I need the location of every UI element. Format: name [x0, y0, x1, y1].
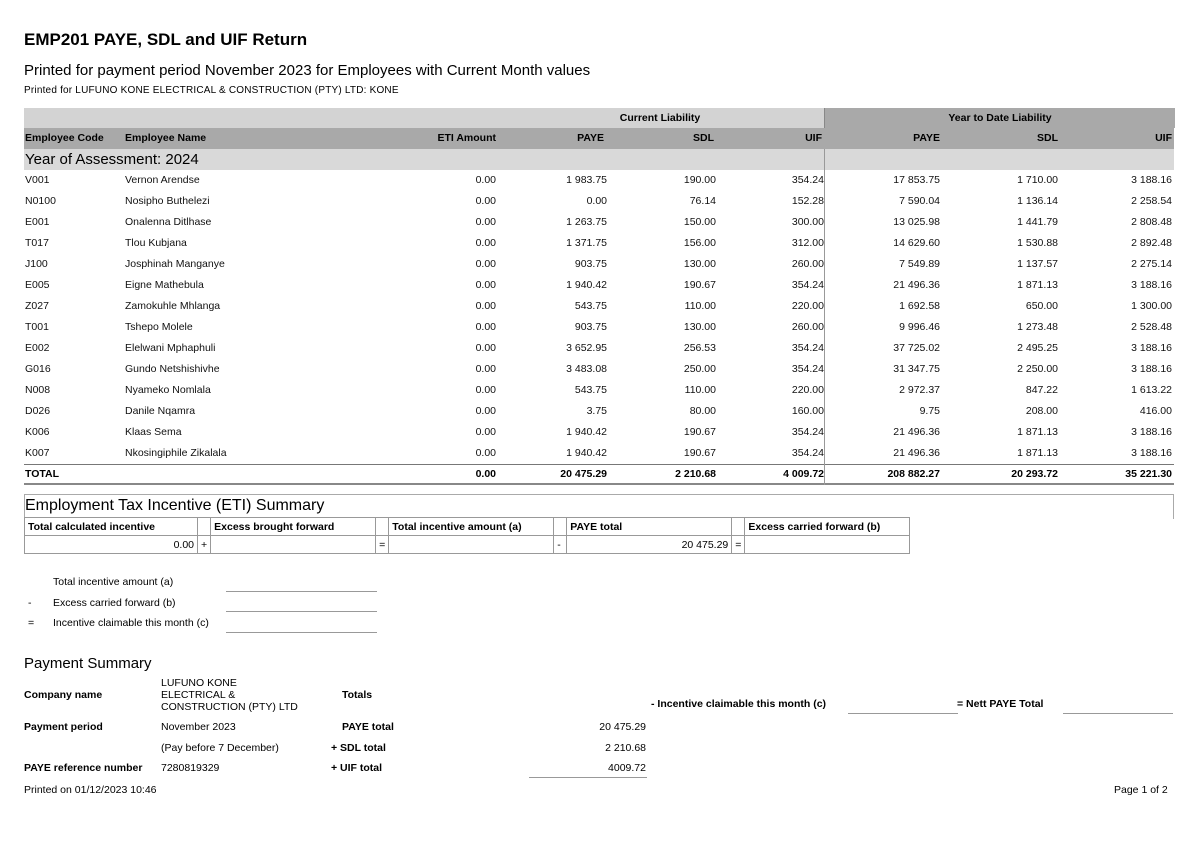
table-row — [24, 422, 1174, 443]
table-row — [24, 254, 1174, 275]
ytd-uif-value: 2 275.14 — [1131, 258, 1172, 270]
eti-summary-title: Employment Tax Incentive (ETI) Summary — [25, 497, 325, 514]
employee-code: T017 — [25, 237, 49, 249]
employee-name: Tshepo Molele — [125, 321, 193, 333]
table-row — [24, 275, 1174, 296]
employee-code: K006 — [25, 426, 50, 438]
eti-paye-header: PAYE total — [567, 518, 732, 536]
paye-reference-value: 7280819329 — [161, 762, 220, 774]
sdl-value: 190.67 — [683, 426, 716, 438]
total-paye: 20 475.29 — [560, 468, 607, 480]
report-subtitle: Printed for payment period November 2023 for Employees with Current Month values — [24, 62, 591, 79]
ytd-uif-value: 3 188.16 — [1131, 279, 1172, 291]
ytd-paye-value: 21 496.36 — [893, 426, 940, 438]
paye-value: 1 940.42 — [566, 426, 607, 438]
ytd-uif-value: 416.00 — [1139, 405, 1172, 417]
liability-table — [24, 108, 1174, 485]
employee-name: Gundo Netshishivhe — [125, 363, 220, 375]
company-name-line-2: ELECTRICAL & — [161, 689, 236, 701]
employee-name: Elelwani Mphaphuli — [125, 342, 216, 354]
eti-amount: 0.00 — [475, 216, 496, 228]
eti-amount: 0.00 — [475, 363, 496, 375]
printed-on: Printed on 01/12/2023 10:46 — [24, 784, 157, 796]
sdl-value: 150.00 — [683, 216, 716, 228]
paye-total-label: PAYE total — [342, 721, 394, 733]
uif-total-value: 4009.72 — [608, 762, 646, 774]
ytd-sdl-value: 650.00 — [1025, 300, 1058, 312]
uif-total-label: + UIF total — [331, 762, 383, 774]
uif-value: 354.24 — [791, 174, 824, 186]
company-name-line-3: CONSTRUCTION (PTY) LTD — [161, 701, 298, 713]
ytd-sdl-value: 1 136.14 — [1017, 195, 1058, 207]
ytd-paye-value: 1 692.58 — [899, 300, 940, 312]
col-employee-name: Employee Name — [125, 132, 207, 144]
paye-value: 3 483.08 — [566, 363, 607, 375]
ytd-paye-value: 37 725.02 — [893, 342, 940, 354]
employee-code: V001 — [25, 174, 50, 186]
table-row — [24, 191, 1174, 212]
ytd-sdl-value: 1 530.88 — [1017, 237, 1058, 249]
eti-equals-op-2: = — [732, 536, 745, 554]
paye-value: 0.00 — [586, 195, 607, 207]
total-ytd-sdl: 20 293.72 — [1011, 468, 1058, 480]
eti-equals-op: = — [376, 536, 389, 554]
sdl-value: 80.00 — [689, 405, 716, 417]
calc-line-a — [226, 591, 377, 592]
eti-amount: 0.00 — [475, 300, 496, 312]
ytd-sdl-value: 1 273.48 — [1017, 321, 1058, 333]
ytd-liability-group: Year to Date Liability — [824, 108, 1175, 128]
ytd-paye-value: 9.75 — [919, 405, 940, 417]
ytd-sdl-value: 1 871.13 — [1017, 426, 1058, 438]
employee-code: E001 — [25, 216, 50, 228]
employee-name: Nosipho Buthelezi — [125, 195, 210, 207]
ytd-uif-value: 1 300.00 — [1131, 300, 1172, 312]
eti-plus-op: + — [198, 536, 211, 554]
uif-value: 160.00 — [791, 405, 824, 417]
payment-period-value: November 2023 — [161, 721, 236, 733]
ytd-uif-value: 2 808.48 — [1131, 216, 1172, 228]
table-row — [24, 401, 1174, 422]
paye-value: 543.75 — [574, 300, 607, 312]
paye-total-value: 20 475.29 — [599, 721, 646, 733]
table-row — [24, 359, 1174, 380]
uif-value: 354.24 — [791, 342, 824, 354]
employee-name: Danile Nqamra — [125, 405, 196, 417]
calc-op-b: - — [28, 597, 32, 609]
eti-op-cell — [732, 518, 745, 536]
ytd-sdl-value: 2 495.25 — [1017, 342, 1058, 354]
ytd-column-separator — [824, 149, 825, 485]
sdl-value: 76.14 — [689, 195, 716, 207]
uif-value: 354.24 — [791, 447, 824, 459]
sdl-value: 156.00 — [683, 237, 716, 249]
sdl-value: 250.00 — [683, 363, 716, 375]
ytd-uif-value: 3 188.16 — [1131, 447, 1172, 459]
col-employee-code: Employee Code — [25, 132, 104, 144]
eti-incentive-value — [389, 536, 554, 554]
calc-line-c — [226, 632, 377, 633]
employee-code: N008 — [25, 384, 51, 396]
uif-value: 354.24 — [791, 363, 824, 375]
employee-name: Eigne Mathebula — [125, 279, 204, 291]
ytd-uif-value: 3 188.16 — [1131, 342, 1172, 354]
eti-brought-header: Excess brought forward — [211, 518, 376, 536]
eti-paye-value: 20 475.29 — [567, 536, 732, 554]
nett-paye-line — [1063, 713, 1173, 714]
ytd-paye-value: 2 972.37 — [899, 384, 940, 396]
ytd-paye-value: 13 025.98 — [893, 216, 940, 228]
total-uif: 4 009.72 — [783, 468, 824, 480]
ytd-paye-value: 21 496.36 — [893, 279, 940, 291]
table-row — [24, 233, 1174, 254]
payment-period-label: Payment period — [24, 721, 103, 733]
ytd-sdl-value: 1 137.57 — [1017, 258, 1058, 270]
table-row — [24, 338, 1174, 359]
incentive-claimable-label: - Incentive claimable this month (c) — [651, 698, 827, 710]
col-paye: PAYE — [577, 132, 604, 144]
paye-value: 543.75 — [574, 384, 607, 396]
employee-rows — [24, 170, 1174, 464]
eti-amount: 0.00 — [475, 384, 496, 396]
pay-before-note: (Pay before 7 December) — [161, 742, 279, 754]
employee-name: Tlou Kubjana — [125, 237, 187, 249]
ytd-paye-value: 17 853.75 — [893, 174, 940, 186]
paye-value: 1 940.42 — [566, 279, 607, 291]
ytd-sdl-value: 1 871.13 — [1017, 447, 1058, 459]
sdl-value: 130.00 — [683, 258, 716, 270]
calc-line-b — [226, 611, 377, 612]
ytd-uif-value: 3 188.16 — [1131, 174, 1172, 186]
sdl-value: 110.00 — [684, 300, 716, 312]
uif-value: 354.24 — [791, 279, 824, 291]
employee-name: Nkosingiphile Zikalala — [125, 447, 227, 459]
eti-amount: 0.00 — [475, 447, 496, 459]
sdl-total-value: 2 210.68 — [605, 742, 646, 754]
table-row — [24, 170, 1174, 191]
employee-code: Z027 — [25, 300, 49, 312]
eti-amount: 0.00 — [475, 405, 496, 417]
ytd-paye-value: 9 996.46 — [899, 321, 940, 333]
eti-summary-box — [24, 494, 1174, 519]
col-sdl: SDL — [693, 132, 714, 144]
total-ytd-paye: 208 882.27 — [887, 468, 940, 480]
eti-amount: 0.00 — [475, 195, 496, 207]
uif-value: 152.28 — [791, 195, 824, 207]
incentive-claimable-line — [848, 713, 958, 714]
uif-value: 260.00 — [791, 321, 824, 333]
eti-amount: 0.00 — [475, 258, 496, 270]
ytd-sdl-value: 2 250.00 — [1017, 363, 1058, 375]
uif-value: 300.00 — [791, 216, 824, 228]
employee-name: Klaas Sema — [125, 426, 182, 438]
eti-op-cell — [198, 518, 211, 536]
eti-calculated-header: Total calculated incentive — [25, 518, 198, 536]
paye-value: 1 263.75 — [566, 216, 607, 228]
payment-summary-title: Payment Summary — [24, 655, 152, 672]
table-row — [24, 380, 1174, 401]
totals-underline — [529, 777, 647, 778]
table-row — [24, 443, 1174, 464]
employee-code: E005 — [25, 279, 50, 291]
column-group-header — [24, 108, 1174, 128]
eti-amount: 0.00 — [475, 426, 496, 438]
employee-name: Josphinah Manganye — [125, 258, 225, 270]
col-ytd-paye: PAYE — [913, 132, 940, 144]
report-title: EMP201 PAYE, SDL and UIF Return — [24, 30, 308, 49]
company-name-line-1: LUFUNO KONE — [161, 677, 237, 689]
col-eti-amount: ETI Amount — [437, 132, 496, 144]
column-header-row — [24, 128, 1174, 149]
total-label: TOTAL — [25, 468, 60, 480]
ytd-sdl-value: 208.00 — [1025, 405, 1058, 417]
eti-incentive-header: Total incentive amount (a) — [389, 518, 554, 536]
eti-amount: 0.00 — [475, 279, 496, 291]
employee-code: T001 — [25, 321, 49, 333]
paye-reference-label: PAYE reference number — [24, 762, 143, 774]
paye-value: 3 652.95 — [566, 342, 607, 354]
sdl-value: 130.00 — [683, 321, 716, 333]
page-number: Page 1 of 2 — [1114, 784, 1168, 796]
calc-op-c: = — [28, 617, 35, 629]
eti-calculated-value: 0.00 — [25, 536, 198, 554]
employee-code: K007 — [25, 447, 50, 459]
paye-value: 1 983.75 — [566, 174, 607, 186]
employee-name: Vernon Arendse — [125, 174, 200, 186]
year-of-assessment-row — [24, 149, 1174, 170]
ytd-paye-value: 31 347.75 — [893, 363, 940, 375]
eti-value-row — [25, 536, 910, 554]
eti-minus-op: - — [554, 536, 567, 554]
table-row — [24, 296, 1174, 317]
sdl-value: 256.53 — [683, 342, 716, 354]
paye-value: 3.75 — [586, 405, 607, 417]
ytd-uif-value: 3 188.16 — [1131, 426, 1172, 438]
table-row — [24, 317, 1174, 338]
ytd-paye-value: 21 496.36 — [893, 447, 940, 459]
ytd-uif-value: 1 613.22 — [1131, 384, 1172, 396]
paye-value: 903.75 — [574, 258, 607, 270]
sdl-value: 110.00 — [684, 384, 716, 396]
ytd-paye-value: 14 629.60 — [893, 237, 940, 249]
eti-op-cell — [376, 518, 389, 536]
ytd-sdl-value: 1 871.13 — [1017, 279, 1058, 291]
company-name-label: Company name — [24, 689, 103, 701]
ytd-sdl-value: 847.22 — [1025, 384, 1058, 396]
total-eti: 0.00 — [475, 468, 496, 480]
nett-paye-label: = Nett PAYE Total — [957, 698, 1044, 710]
ytd-uif-value: 2 258.54 — [1131, 195, 1172, 207]
eti-header-row — [25, 518, 910, 536]
uif-value: 220.00 — [791, 384, 824, 396]
employee-code: D026 — [25, 405, 51, 417]
eti-carried-header: Excess carried forward (b) — [745, 518, 910, 536]
employee-code: G016 — [25, 363, 51, 375]
ytd-sdl-value: 1 441.79 — [1017, 216, 1058, 228]
eti-summary-table — [24, 517, 910, 554]
eti-amount: 0.00 — [475, 342, 496, 354]
employee-name: Zamokuhle Mhlanga — [125, 300, 221, 312]
sdl-value: 190.00 — [683, 174, 716, 186]
total-sdl: 2 210.68 — [675, 468, 716, 480]
totals-label: Totals — [342, 689, 373, 701]
paye-value: 1 940.42 — [566, 447, 607, 459]
calc-label-a: Total incentive amount (a) — [53, 576, 174, 588]
ytd-paye-value: 7 549.89 — [899, 258, 940, 270]
year-of-assessment-label: Year of Assessment: 2024 — [25, 151, 199, 168]
sdl-total-label: + SDL total — [331, 742, 386, 754]
paye-value: 1 371.75 — [566, 237, 607, 249]
uif-value: 312.00 — [791, 237, 824, 249]
paye-value: 903.75 — [574, 321, 607, 333]
employee-name: Nyameko Nomlala — [125, 384, 211, 396]
eti-brought-value — [211, 536, 376, 554]
ytd-sdl-value: 1 710.00 — [1017, 174, 1058, 186]
company-name-value — [161, 677, 298, 713]
ytd-uif-value: 2 892.48 — [1131, 237, 1172, 249]
ytd-paye-value: 7 590.04 — [899, 195, 940, 207]
employee-code: J100 — [25, 258, 48, 270]
table-row — [24, 212, 1174, 233]
col-uif: UIF — [805, 132, 822, 144]
ytd-uif-value: 3 188.16 — [1131, 363, 1172, 375]
col-ytd-uif: UIF — [1155, 132, 1172, 144]
eti-amount: 0.00 — [475, 321, 496, 333]
eti-amount: 0.00 — [475, 174, 496, 186]
sdl-value: 190.67 — [683, 279, 716, 291]
total-ytd-uif: 35 221.30 — [1125, 468, 1172, 480]
employee-name: Onalenna Ditlhase — [125, 216, 212, 228]
calc-label-c: Incentive claimable this month (c) — [53, 617, 209, 629]
uif-value: 354.24 — [791, 426, 824, 438]
eti-op-cell — [554, 518, 567, 536]
sdl-value: 190.67 — [683, 447, 716, 459]
col-ytd-sdl: SDL — [1037, 132, 1058, 144]
eti-carried-value — [745, 536, 910, 554]
uif-value: 220.00 — [791, 300, 824, 312]
eti-amount: 0.00 — [475, 237, 496, 249]
current-liability-group: Current Liability — [619, 112, 701, 124]
total-row — [24, 464, 1174, 485]
calc-label-b: Excess carried forward (b) — [53, 597, 176, 609]
printed-for-line: Printed for LUFUNO KONE ELECTRICAL & CONSTRUCTION (PTY) LTD: KONE — [24, 85, 399, 96]
employee-code: E002 — [25, 342, 50, 354]
ytd-uif-value: 2 528.48 — [1131, 321, 1172, 333]
uif-value: 260.00 — [791, 258, 824, 270]
employee-code: N0100 — [25, 195, 56, 207]
